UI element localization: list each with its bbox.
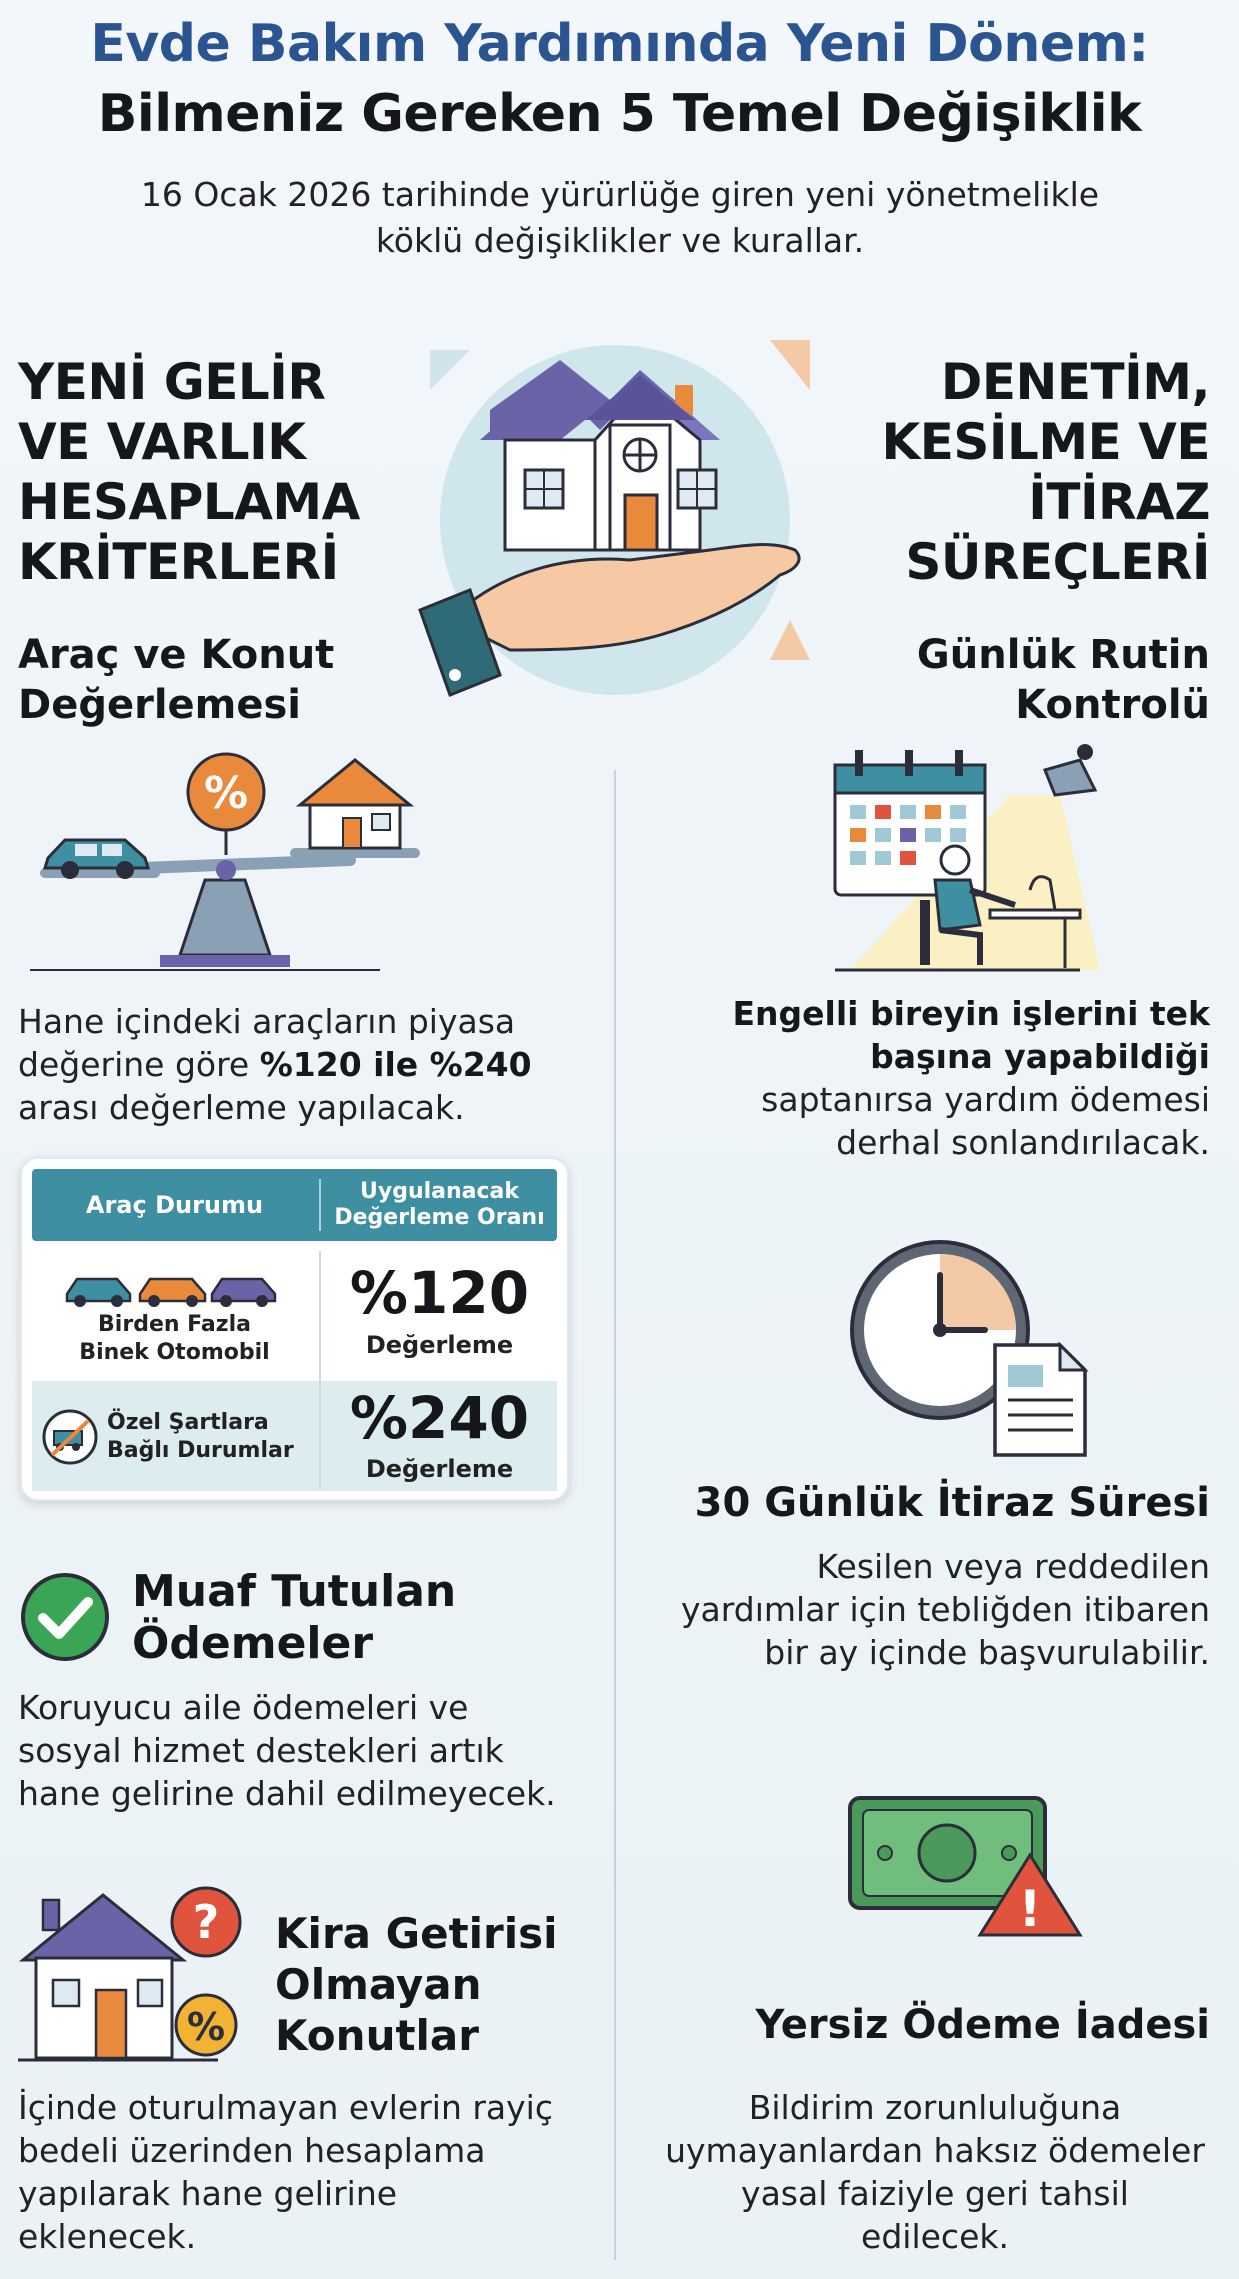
exempt-payments-title <box>132 1566 582 1670</box>
appeal-text-line2: yardımlar için tebliğden itibaren <box>681 1590 1210 1629</box>
routine-bold-line2: başına yapabildiği <box>870 1037 1210 1076</box>
refund-text-line1: Bildirim zorunluluğuna <box>748 2088 1122 2127</box>
right-heading-line3: İTİRAZ <box>1028 473 1210 531</box>
left-section-heading <box>18 352 398 592</box>
routine-bold-line1: Engelli bireyin işlerini tek <box>732 994 1210 1033</box>
table-row1-label <box>42 1311 307 1367</box>
percent-symbol: % <box>203 768 249 819</box>
vehicle-text-pre: Hane içindeki araçların piyasa değerine göre <box>18 1002 516 1084</box>
exempt-text-line3: hane gelirine dahil edilmeyecek. <box>18 1774 556 1813</box>
rent-title-line2: Olmayan <box>275 1960 482 2009</box>
vehicle-text-post: arası değerleme yapılacak. <box>18 1088 465 1127</box>
refund-text-line2: uymayanlardan haksız ödemeler <box>665 2131 1205 2170</box>
exempt-text-line1: Koruyucu aile ödemeleri ve <box>18 1688 469 1727</box>
subtitle-line2: köklü değişiklikler ve kurallar. <box>375 221 865 260</box>
rent-title-line1: Kira Getirisi <box>275 1909 558 1958</box>
daily-routine-text <box>640 992 1210 1164</box>
appeal-period-text <box>620 1545 1210 1674</box>
left-heading-line3: HESAPLAMA <box>18 473 360 531</box>
clock-document-icon <box>845 1235 1095 1460</box>
vehicle-valuation-title <box>18 630 418 730</box>
left-heading-line1: YENİ GELİR <box>18 353 326 411</box>
right-heading-line2: KESİLME VE <box>881 413 1210 471</box>
left-heading-line2: VE VARLIK <box>18 413 306 471</box>
table-row2-unit: Değerleme <box>365 1455 514 1483</box>
column-divider <box>614 770 616 2260</box>
appeal-text-line3: bir ay içinde başvurulabilir. <box>764 1633 1210 1672</box>
vehicle-text-bold: %120 ile %240 <box>259 1045 532 1084</box>
routine-text-line1: saptanırsa yardım ödemesi <box>761 1080 1210 1119</box>
vehicle-title-line2: Değerlemesi <box>18 682 301 728</box>
question-mark: ? <box>192 1895 220 1949</box>
warning-mark: ! <box>1018 1880 1042 1938</box>
table-header <box>32 1169 557 1241</box>
page-title-line2: Bilmeniz Gereken 5 Temel Değişiklik <box>97 84 1142 144</box>
table-col-valuation-rate <box>322 1169 557 1241</box>
rent-title <box>275 1908 605 2061</box>
calendar-desk-icon <box>830 740 1110 975</box>
routine-title-line1: Günlük Rutin <box>916 632 1210 678</box>
refund-text-line3: yasal faiziyle geri tahsil <box>741 2174 1129 2213</box>
col2-line1: Uygulanacak <box>359 1179 520 1204</box>
table-col-vehicle-status: Araç Durumu <box>85 1191 264 1219</box>
row2-label-line1: Özel Şartlara <box>107 1410 269 1435</box>
row1-label-line1: Birden Fazla <box>98 1312 251 1337</box>
table-row2-label <box>107 1409 307 1465</box>
exempt-text-line2: sosyal hizmet destekleri artık <box>18 1731 504 1770</box>
right-heading-line4: SÜREÇLERİ <box>905 533 1210 591</box>
exempt-title-line2: Ödemeler <box>132 1618 374 1669</box>
rent-text-line3: yapılarak hane gelirine <box>18 2174 398 2213</box>
vehicle-title-line1: Araç ve Konut <box>18 632 335 678</box>
special-vehicle-icon <box>40 1407 100 1467</box>
money-warning-icon <box>845 1790 1085 1940</box>
table-row1-value: %120 <box>349 1259 530 1327</box>
table-row2-value: %240 <box>349 1384 530 1452</box>
cars-icon <box>62 1259 287 1309</box>
rent-text-line2: bedeli üzerinden hesaplama <box>18 2131 486 2170</box>
scale-car-house-icon <box>30 730 430 975</box>
page-title-line1: Evde Bakım Yardımında Yeni Dönem: <box>90 14 1149 74</box>
house-in-hand-icon <box>410 320 830 720</box>
exempt-title-line1: Muaf Tutulan <box>132 1566 457 1617</box>
rent-text-line4: eklenecek. <box>18 2217 197 2256</box>
row1-label-line2: Binek Otomobil <box>79 1340 270 1365</box>
left-heading-line4: KRİTERLERİ <box>18 533 339 591</box>
appeal-text-line1: Kesilen veya reddedilen <box>816 1547 1210 1586</box>
rent-text <box>18 2086 598 2258</box>
rent-percent-symbol: % <box>186 2005 226 2049</box>
routine-title-line2: Kontrolü <box>1015 682 1210 728</box>
refund-title: Yersiz Ödeme İadesi <box>755 2002 1210 2048</box>
row2-label-line2: Bağlı Durumlar <box>107 1438 294 1463</box>
appeal-period-title: 30 Günlük İtiraz Süresi <box>694 1480 1210 1526</box>
page-subtitle <box>60 172 1180 264</box>
valuation-table <box>20 1157 569 1501</box>
table-row1-unit: Değerleme <box>365 1331 514 1359</box>
daily-routine-title <box>800 630 1210 730</box>
right-section-heading <box>850 352 1210 592</box>
rent-text-line1: İçinde oturulmayan evlerin rayiç <box>18 2088 553 2127</box>
refund-text-line4: edilecek. <box>861 2217 1009 2256</box>
house-question-icon <box>18 1880 248 2065</box>
checkmark-icon <box>18 1570 113 1665</box>
subtitle-line1: 16 Ocak 2026 tarihinde yürürlüğe giren yeni yönetmelikle <box>140 175 1100 214</box>
routine-text-line2: derhal sonlandırılacak. <box>836 1123 1210 1162</box>
exempt-payments-text <box>18 1686 598 1815</box>
rent-title-line3: Konutlar <box>275 2011 479 2060</box>
vehicle-valuation-text <box>18 1000 578 1129</box>
col2-line2: Değerleme Oranı <box>334 1205 545 1230</box>
right-heading-line1: DENETİM, <box>940 353 1210 411</box>
refund-text <box>640 2086 1230 2258</box>
